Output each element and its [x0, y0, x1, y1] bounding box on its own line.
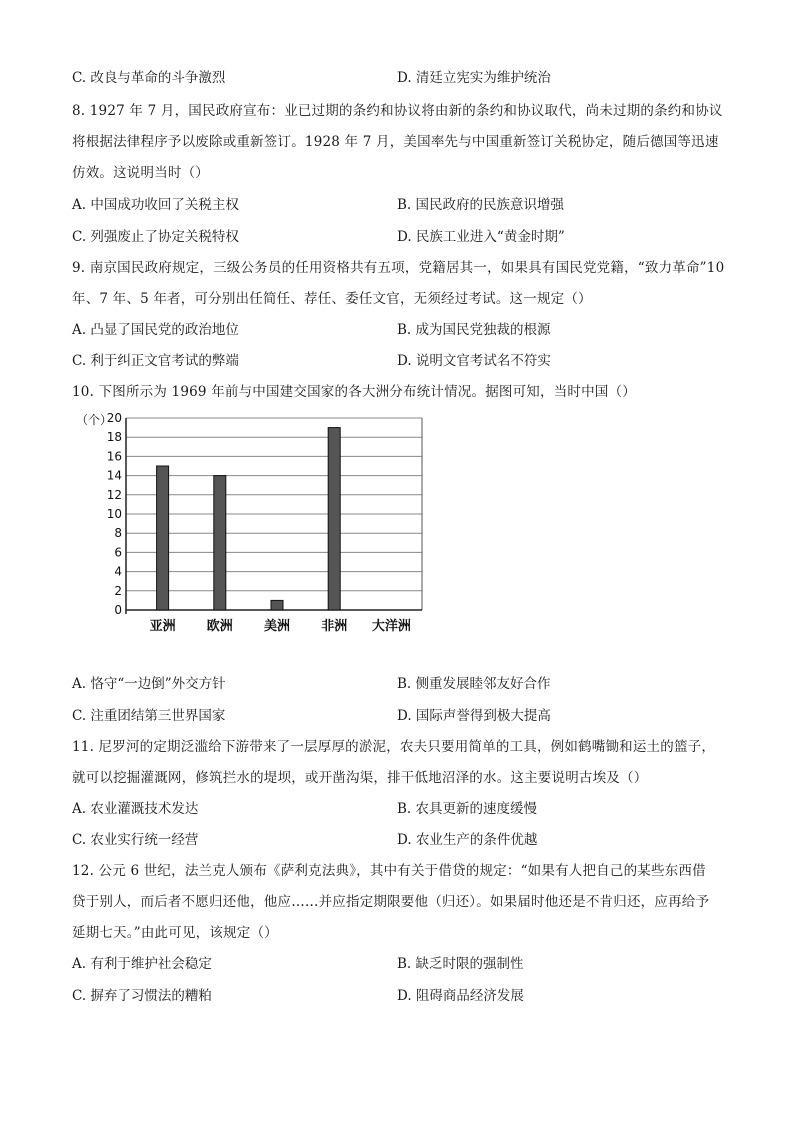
- q8-option-c: C. 列强废止了协定关税特权: [72, 229, 239, 245]
- bar-2: [271, 600, 283, 610]
- q9-stem-line-1: 9. 南京国民政府规定，三级公务员的任用资格共有五项，党籍居其一，如果具有国民党党籍，“致力革命”10: [72, 260, 725, 276]
- q8-option-a: A. 中国成功收回了关税主权: [72, 197, 239, 213]
- y-tick-label: 14: [106, 468, 122, 483]
- bar-1: [214, 476, 226, 610]
- q11-option-b: B. 农具更新的速度缓慢: [397, 801, 538, 817]
- q8-stem-line-2: 将根据法律程序予以废除或重新签订。1928 年 7 月，美国率先与中国重新签订关税协定，随后德国等迅速: [72, 134, 719, 150]
- y-tick-label: 8: [114, 526, 122, 541]
- q9-stem-line-2: 年、7 年、5 年者，可分别出任简任、荐任、委任文官，无须经过考试。这一规定（）: [72, 291, 592, 307]
- q9-option-a: A. 凸显了国民党的政治地位: [72, 322, 239, 338]
- y-tick-label: 16: [106, 449, 122, 464]
- continent-bar-chart: [70, 406, 430, 636]
- y-tick-label: 12: [106, 487, 122, 502]
- q10-option-a: A. 恪守“一边倒”外交方针: [72, 676, 226, 692]
- q7-option-d: D. 清廷立宪实为维护统治: [397, 70, 551, 86]
- q10-option-b: B. 侧重发展睦邻友好合作: [397, 676, 551, 692]
- q8-stem-line-3: 仿效。这说明当时（）: [72, 165, 209, 181]
- q11-option-a: A. 农业灌溉技术发达: [72, 801, 199, 817]
- x-category-label: 亚洲: [149, 619, 176, 634]
- q12-option-b: B. 缺乏时限的强制性: [397, 956, 524, 972]
- q12-stem-line-1: 12. 公元 6 世纪，法兰克人颁布《萨利克法典》，其中有关于借贷的规定：“如果有人把自己的某些东西借: [72, 863, 706, 879]
- y-tick-label: 18: [106, 430, 122, 445]
- x-category-label: 美洲: [263, 619, 291, 634]
- y-tick-label: 2: [114, 583, 122, 598]
- q9-option-c: C. 利于纠正文官考试的弊端: [72, 353, 239, 369]
- y-axis-label: （个）: [76, 413, 113, 427]
- q12-option-d: D. 阻碍商品经济发展: [397, 988, 524, 1004]
- q12-stem-line-2: 贷于别人，而后者不愿归还他，他应……并应指定期限要他（归还）。如果届时他还是不肯归还，应再给予: [72, 894, 710, 910]
- y-tick-label: 10: [106, 507, 122, 521]
- q8-option-d: D. 民族工业进入“黄金时期”: [397, 229, 565, 245]
- q10-stem: 10. 下图所示为 1969 年前与中国建交国家的各大洲分布统计情况。据图可知，当时中国（）: [72, 384, 636, 400]
- y-tick-label: 0: [114, 603, 122, 617]
- q10-option-c: C. 注重团结第三世界国家: [72, 708, 226, 724]
- q9-option-d: D. 说明文官考试名不符实: [397, 353, 551, 369]
- q12-option-c: C. 摒弃了习惯法的糟粕: [72, 988, 212, 1004]
- bar-0: [157, 466, 169, 610]
- q9-option-b: B. 成为国民党独裁的根源: [397, 322, 551, 338]
- chart-bars: [157, 428, 341, 610]
- q11-option-d: D. 农业生产的条件优越: [397, 832, 538, 848]
- y-tick-label: 6: [114, 545, 122, 560]
- chart-grid: [126, 418, 422, 614]
- q10-option-d: D. 国际声誉得到极大提高: [397, 708, 551, 724]
- q7-option-c: C. 改良与革命的斗争激烈: [72, 70, 226, 86]
- q8-option-b: B. 国民政府的民族意识增强: [397, 197, 565, 213]
- x-category-label: 非洲: [321, 619, 348, 634]
- x-category-label: 欧洲: [206, 619, 233, 634]
- q11-option-c: C. 农业实行统一经营: [72, 832, 199, 848]
- y-tick-label: 4: [114, 564, 122, 579]
- y-tick-label: 20: [106, 411, 122, 425]
- q12-stem-line-3: 延期七天。”由此可见，该规定（）: [72, 925, 278, 941]
- q8-stem-line-1: 8. 1927 年 7 月，国民政府宣布：业已过期的条约和协议将由新的条约和协议取代，尚未过期的条约和协议: [72, 103, 723, 119]
- q11-stem-line-1: 11. 尼罗河的定期泛滥给下游带来了一层厚厚的淤泥，农夫只要用简单的工具，例如鹤嘴锄和运土的篮子，: [72, 739, 716, 755]
- q12-option-a: A. 有利于维护社会稳定: [72, 956, 212, 972]
- x-category-label: 大洋洲: [371, 619, 411, 634]
- q11-stem-line-2: 就可以挖掘灌溉网，修筑拦水的堤坝，或开凿沟渠，排干低地沼泽的水。这主要说明古埃及（）: [72, 770, 648, 786]
- bar-3: [328, 428, 340, 610]
